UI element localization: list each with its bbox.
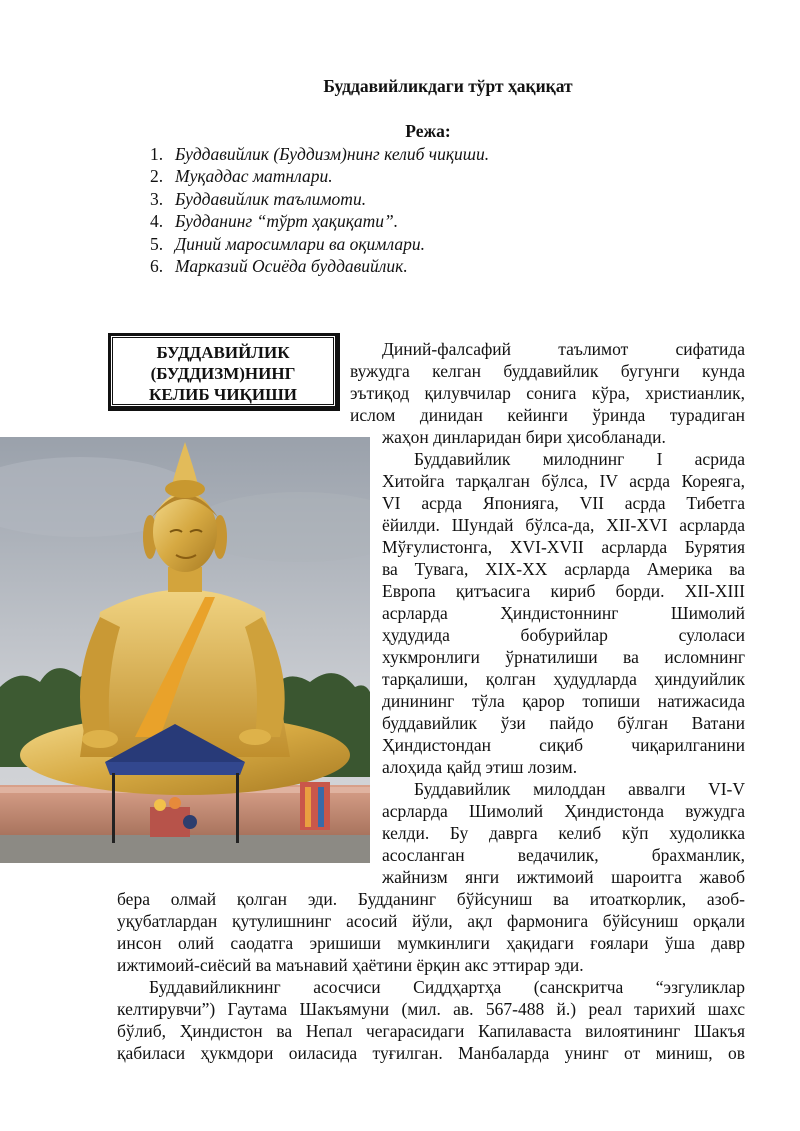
paragraph-line: Мўғулистонга, XVI-XVII асрларда Бурятия	[382, 537, 745, 557]
document-title: Буддавийликдаги тўрт ҳақиқат	[323, 76, 573, 96]
plan-heading: Режа:	[405, 121, 451, 141]
plan-item-number: 4.	[150, 211, 164, 232]
paragraph-line: уқубатлардан қутулишнинг асосий йўли, ақл фармонига бўйсуниш орқали	[117, 911, 745, 931]
section-heading-line: (БУДДИЗМ)НИНГ	[150, 364, 296, 383]
plan-item-number: 1.	[150, 144, 164, 164]
paragraph-line: Хитойга тарқалган бўлса, IV асрда Кореяга,	[382, 471, 745, 491]
plan-item-text: Буддавийлик (Буддизм)нинг келиб чиқиши.	[175, 144, 490, 164]
section-heading-line: КЕЛИБ ЧИҚИШИ	[149, 385, 297, 404]
paragraph-line: хукмронлиги ўрнатилиши ва исломнинг	[382, 647, 745, 667]
paragraph-line: келтирувчи”) Гаутама Шакъямуни (мил. ав. 567-488 й.) реал тарихий шахс	[117, 999, 745, 1019]
paragraph-line: инсон олий саодатга эришиши мумкинлиги ҳақидаги ғоялари ўша давр	[117, 933, 745, 953]
paragraph-line: тарқалиши, қолган ҳудудларда ҳиндуийлик	[382, 669, 745, 689]
paragraph-line: қабиласи ҳукмдори оиласида туғилган. Манбаларда унинг от миниш, ов	[117, 1043, 745, 1063]
section-heading-box	[108, 333, 340, 411]
paragraph-line: ҳудудида бобурийлар сулоласи	[382, 625, 745, 645]
section-heading-line: БУДДАВИЙЛИК	[156, 343, 290, 362]
plan-item	[150, 165, 489, 187]
paragraph-line: асосланган ведачилик, брахманлик,	[382, 845, 745, 865]
paragraph-line: Европа қитъасига кириб борди. XII-XIII	[382, 581, 745, 601]
plan-item-number: 3.	[150, 188, 164, 209]
paragraph-line: Буддавийликнинг асосчиси Сиддҳартҳа (санскритча “эзгуликлар	[149, 977, 745, 997]
plan-item-number: 6.	[150, 256, 164, 277]
paragraph-line: буддавийлик ўзи пайдо бўлган Ватани	[382, 713, 745, 733]
paragraph-line: VI асрда Японияга, VII асрда Тибетга	[382, 493, 745, 513]
paragraph-line: бўлиб, Ҳиндистон ва Непал чегарасидаги Капилаваста вилоятининг Шакъя	[117, 1021, 745, 1041]
paragraph-line: ижтимоий-сиёсий ва маънавий ҳаётини ёрқин акс эттирар эди.	[117, 955, 584, 975]
paragraph-line: алоҳида қайд этиш лозим.	[382, 757, 578, 777]
paragraph-line: динининг тўла қарор топиши натижасида	[382, 691, 745, 711]
paragraph-line: Буддавийлик милоддан аввалги VI-V	[414, 779, 745, 799]
paragraph-line: асрларда Шимолий Ҳиндистонда вужудга	[382, 801, 745, 821]
paragraph-line: вужудга келган буддавийлик бугунги кунда	[350, 361, 745, 381]
paragraph-line: эътиқод қилувчилар сонига кўра, христианлик,	[350, 383, 745, 403]
plan-item-text: Диний маросимлари ва оқимлари.	[175, 233, 425, 254]
paragraph-line: асрларда Ҳиндистоннинг Шимолий	[382, 603, 745, 623]
paragraph-line: жаҳон динларидан бири ҳисобланади.	[382, 427, 666, 447]
plan-item-text: Муқаддас матнлари.	[175, 166, 333, 187]
buddha-statue-photo	[0, 437, 370, 863]
plan-item	[150, 188, 489, 210]
paragraph-line: жайнизм янги ижтимоий шароитга жавоб	[382, 867, 745, 887]
plan-list	[150, 143, 489, 277]
plan-item	[150, 143, 489, 165]
plan-item	[150, 210, 489, 232]
plan-item-text: Буддавийлик таълимоти.	[175, 188, 367, 209]
plan-item	[150, 233, 489, 255]
paragraph-line: Буддавийлик милоднинг I асрида	[414, 449, 745, 469]
paragraph-line: Диний-фалсафий таълимот сифатида	[382, 339, 745, 359]
plan-item-number: 2.	[150, 166, 164, 187]
plan-item	[150, 255, 489, 277]
paragraph-line: Ҳиндистондан сиқиб чиқарилганини	[382, 735, 745, 755]
paragraph-line: ва Тувага, XIX-XX асрларда Америка ва	[382, 559, 745, 579]
paragraph-line: ёйилди. Шундай бўлса-да, XII-XVI асрларда	[382, 515, 745, 535]
paragraph-line: келди. Бу даврга келиб кўп худоликка	[382, 823, 745, 843]
paragraph-line: ислом динидан кейинги ўринда турадиган	[350, 405, 745, 425]
plan-item-text: Марказий Осиёда буддавийлик.	[175, 256, 408, 277]
buddha-statue-illustration	[0, 437, 370, 863]
paragraph-line: бера олмай қолган эди. Будданинг бўйсуниш ва итоаткорлик, азоб-	[117, 889, 745, 909]
plan-item-text: Будданинг “тўрт ҳақиқати”.	[175, 211, 399, 232]
plan-item-number: 5.	[150, 233, 164, 254]
